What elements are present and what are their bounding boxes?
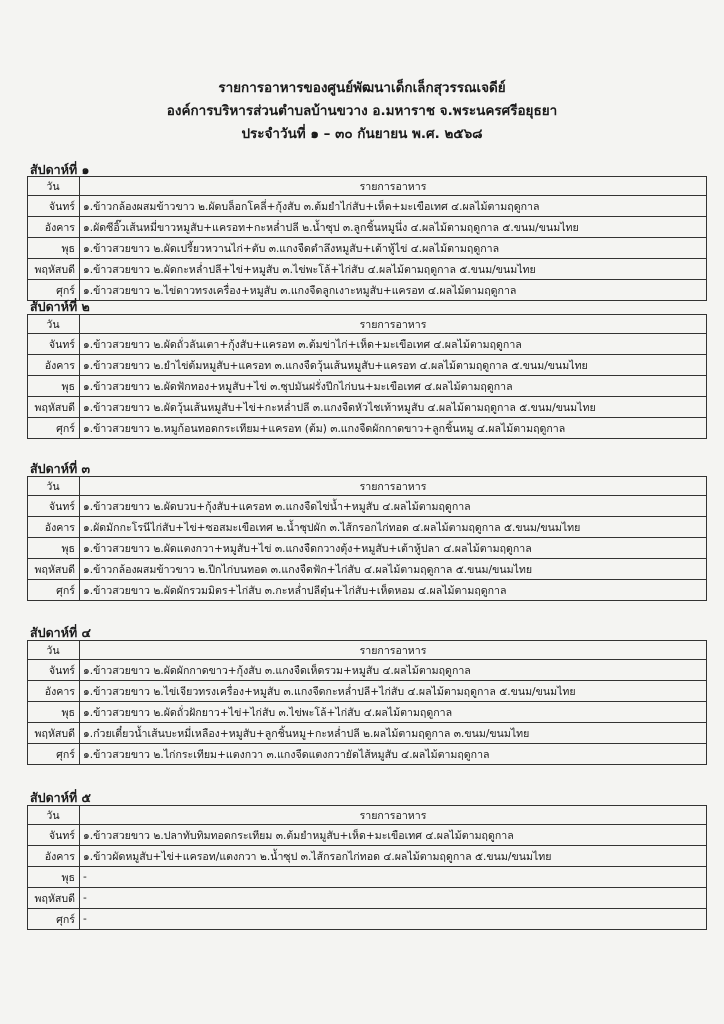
day-cell: อังคาร	[28, 517, 80, 538]
table-row	[28, 888, 707, 909]
table-row	[28, 334, 707, 355]
day-cell: พฤหัสบดี	[28, 397, 80, 418]
table-row	[28, 909, 707, 930]
week-menu-table	[27, 640, 707, 765]
menu-column-header: รายการอาหาร	[80, 641, 707, 660]
table-row	[28, 280, 707, 301]
week-title: สัปดาห์ที่ ๓	[30, 461, 91, 476]
table-row	[28, 196, 707, 217]
menu-cell: ๑.ก๋วยเตี๋ยวน้ำเส้นบะหมี่เหลือง+หมูสับ+ลูกชิ้นหมู+กะหล่ำปลี ๒.ผลไม้ตามฤดูกาล ๓.ขนม/ขนมไทย	[80, 723, 707, 744]
day-column-header: วัน	[28, 641, 80, 660]
week-title: สัปดาห์ที่ ๒	[30, 299, 90, 314]
day-cell: พุธ	[28, 538, 80, 559]
document-title: รายการอาหารของศูนย์พัฒนาเด็กเล็กสุวรรณเจดีย์	[218, 80, 506, 96]
table-row	[28, 681, 707, 702]
table-header-row	[28, 477, 707, 496]
table-row	[28, 238, 707, 259]
table-row	[28, 397, 707, 418]
table-row	[28, 217, 707, 238]
day-cell: พุธ	[28, 376, 80, 397]
table-row	[28, 355, 707, 376]
menu-cell: ๑.ข้าวสวยขาว ๒.ผัดถั่วฝักยาว+ไข่+ไก่สับ ๓.ไข่พะโล้+ไก่สับ ๔.ผลไม้ตามฤดูกาล	[80, 702, 707, 723]
day-cell: อังคาร	[28, 355, 80, 376]
menu-cell: ๑.ข้าวสวยขาว ๒.ผัดแตงกวา+หมูสับ+ไข่ ๓.แกงจืดกวางตุ้ง+หมูสับ+เต้าหู้ปลา ๔.ผลไม้ตามฤดูกาล	[80, 538, 707, 559]
table-row	[28, 702, 707, 723]
day-cell: ศุกร์	[28, 909, 80, 930]
day-cell: จันทร์	[28, 334, 80, 355]
day-cell: จันทร์	[28, 196, 80, 217]
menu-cell: ๑.ข้าวสวยขาว ๒.ผัดเปรี้ยวหวานไก่+ตับ ๓.แกงจืดตำลึงหมูสับ+เต้าหู้ไข่ ๔.ผลไม้ตามฤดูกาล	[80, 238, 707, 259]
menu-column-header: รายการอาหาร	[80, 315, 707, 334]
menu-column-header: รายการอาหาร	[80, 806, 707, 825]
menu-column-header: รายการอาหาร	[80, 477, 707, 496]
table-header-row	[28, 806, 707, 825]
table-row	[28, 723, 707, 744]
day-column-header: วัน	[28, 315, 80, 334]
menu-cell: ๑.ข้าวกล้องผสมข้าวขาว ๒.ปีกไก่บนทอด ๓.แกงจืดฟัก+ไก่สับ ๔.ผลไม้ตามฤดูกาล ๕.ขนม/ขนมไทย	[80, 559, 707, 580]
menu-cell: ๑.ข้าวสวยขาว ๒.ไข่ดาวทรงเครื่อง+หมูสับ ๓.แกงจืดลูกเงาะหมูสับ+แครอท ๔.ผลไม้ตามฤดูกาล	[80, 280, 707, 301]
table-header-row	[28, 315, 707, 334]
table-header-row	[28, 641, 707, 660]
table-row	[28, 376, 707, 397]
menu-cell: ๑.ข้าวสวยขาว ๒.ผัดฟักทอง+หมูสับ+ไข่ ๓.ซุปมันฝรั่งปีกไก่บน+มะเขือเทศ ๔.ผลไม้ตามฤดูกาล	[80, 376, 707, 397]
week-menu-table	[27, 476, 707, 601]
menu-column-header: รายการอาหาร	[80, 177, 707, 196]
day-cell: อังคาร	[28, 846, 80, 867]
day-cell: พฤหัสบดี	[28, 559, 80, 580]
day-column-header: วัน	[28, 806, 80, 825]
menu-cell: ๑.ข้าวสวยขาว ๒.ปลาทับทิมทอดกระเทียม ๓.ต้มยำหมูสับ+เห็ด+มะเขือเทศ ๔.ผลไม้ตามฤดูกาล	[80, 825, 707, 846]
day-cell: พุธ	[28, 867, 80, 888]
table-row	[28, 517, 707, 538]
menu-cell: ๑.ข้าวสวยขาว ๒.ผัดถั่วลันเตา+กุ้งสับ+แครอท ๓.ต้มข่าไก่+เห็ด+มะเขือเทศ ๔.ผลไม้ตามฤดูกาล	[80, 334, 707, 355]
table-row	[28, 867, 707, 888]
week-menu-table	[27, 805, 707, 930]
date-range: ประจำวันที่ ๑ – ๓๐ กันยายน พ.ศ. ๒๕๖๘	[241, 126, 483, 142]
menu-cell: ๑.ผัดซีอิ๊วเส้นหมี่ขาวหมูสับ+แครอท+กะหล่ำปลี ๒.น้ำซุป ๓.ลูกชิ้นหมูนึ่ง ๔.ผลไม้ตามฤดูกาล ๕.ขนม/ขนมไทย	[80, 217, 707, 238]
menu-cell: ๑.ข้าวสวยขาว ๒.ผัดบวบ+กุ้งสับ+แครอท ๓.แกงจืดไข่น้ำ+หมูสับ ๔.ผลไม้ตามฤดูกาล	[80, 496, 707, 517]
day-cell: ศุกร์	[28, 580, 80, 601]
day-cell: จันทร์	[28, 496, 80, 517]
menu-cell: ๑.ข้าวกล้องผสมข้าวขาว ๒.ผัดบล็อกโคลี่+กุ้งสับ ๓.ต้มยำไก่สับ+เห็ด+มะเขือเทศ ๔.ผลไม้ตามฤดูกาล	[80, 196, 707, 217]
table-row	[28, 496, 707, 517]
table-row	[28, 559, 707, 580]
menu-cell: ๑.ข้าวสวยขาว ๒.ผัดวุ้นเส้นหมูสับ+ไข่+กะหล่ำปลี ๓.แกงจืดหัวไชเท้าหมูสับ ๔.ผลไม้ตามฤดูกาล ๕.ขนม/ขนมไทย	[80, 397, 707, 418]
day-cell: พุธ	[28, 702, 80, 723]
day-cell: อังคาร	[28, 681, 80, 702]
menu-cell: ๑.ข้าวผัดหมูสับ+ไข่+แครอท/แตงกวา ๒.น้ำซุป ๓.ไส้กรอกไก่ทอด ๔.ผลไม้ตามฤดูกาล ๕.ขนม/ขนมไทย	[80, 846, 707, 867]
day-cell: ศุกร์	[28, 744, 80, 765]
organization-name: องค์การบริหารส่วนตำบลบ้านขวาง อ.มหาราช จ.พระนครศรีอยุธยา	[166, 103, 558, 119]
week-title: สัปดาห์ที่ ๑	[30, 162, 90, 177]
menu-cell: ๑.ข้าวสวยขาว ๒.หมูก้อนทอดกระเทียม+แครอท (ต้ม) ๓.แกงจืดผักกาดขาว+ลูกชิ้นหมู ๔.ผลไม้ตามฤดูกาล	[80, 418, 707, 439]
day-cell: ศุกร์	[28, 280, 80, 301]
menu-cell: -	[80, 888, 707, 909]
table-header-row	[28, 177, 707, 196]
table-row	[28, 418, 707, 439]
week-title: สัปดาห์ที่ ๔	[30, 625, 91, 640]
day-cell: พฤหัสบดี	[28, 259, 80, 280]
menu-cell: ๑.ข้าวสวยขาว ๒.ไข่เจียวทรงเครื่อง+หมูสับ ๓.แกงจืดกะหล่ำปลี+ไก่สับ ๔.ผลไม้ตามฤดูกาล ๕.ขนม/ขนมไทย	[80, 681, 707, 702]
day-column-header: วัน	[28, 177, 80, 196]
menu-cell: ๑.ข้าวสวยขาว ๒.ยำไข่ต้มหมูสับ+แครอท ๓.แกงจืดวุ้นเส้นหมูสับ+แครอท ๔.ผลไม้ตามฤดูกาล ๕.ขนม/ขนมไทย	[80, 355, 707, 376]
day-cell: พฤหัสบดี	[28, 888, 80, 909]
week-title: สัปดาห์ที่ ๕	[30, 790, 91, 805]
day-cell: พฤหัสบดี	[28, 723, 80, 744]
day-column-header: วัน	[28, 477, 80, 496]
table-row	[28, 538, 707, 559]
menu-cell: ๑.ข้าวสวยขาว ๒.ผัดผักกาดขาว+กุ้งสับ ๓.แกงจืดเห็ดรวม+หมูสับ ๔.ผลไม้ตามฤดูกาล	[80, 660, 707, 681]
week-menu-table	[27, 176, 707, 301]
week-menu-table	[27, 314, 707, 439]
menu-cell: ๑.ข้าวสวยขาว ๒.ไก่กระเทียม+แตงกวา ๓.แกงจืดแตงกวายัดไส้หมูสับ ๔.ผลไม้ตามฤดูกาล	[80, 744, 707, 765]
table-row	[28, 846, 707, 867]
menu-cell: ๑.ข้าวสวยขาว ๒.ผัดกะหล่ำปลี+ไข่+หมูสับ ๓.ไข่พะโล้+ไก่สับ ๔.ผลไม้ตามฤดูกาล ๕.ขนม/ขนมไทย	[80, 259, 707, 280]
menu-cell: ๑.ข้าวสวยขาว ๒.ผัดผักรวมมิตร+ไก่สับ ๓.กะหล่ำปลีตุ๋น+ไก่สับ+เห็ดหอม ๔.ผลไม้ตามฤดูกาล	[80, 580, 707, 601]
day-cell: จันทร์	[28, 660, 80, 681]
menu-cell: ๑.ผัดมักกะโรนีไก่สับ+ไข่+ซอสมะเขือเทศ ๒.น้ำซุปผัก ๓.ไส้กรอกไก่ทอด ๔.ผลไม้ตามฤดูกาล ๕.ขนม/ขนมไทย	[80, 517, 707, 538]
table-row	[28, 825, 707, 846]
table-row	[28, 660, 707, 681]
menu-cell: -	[80, 867, 707, 888]
table-row	[28, 580, 707, 601]
day-cell: อังคาร	[28, 217, 80, 238]
day-cell: จันทร์	[28, 825, 80, 846]
table-row	[28, 744, 707, 765]
menu-cell: -	[80, 909, 707, 930]
day-cell: พุธ	[28, 238, 80, 259]
table-row	[28, 259, 707, 280]
day-cell: ศุกร์	[28, 418, 80, 439]
